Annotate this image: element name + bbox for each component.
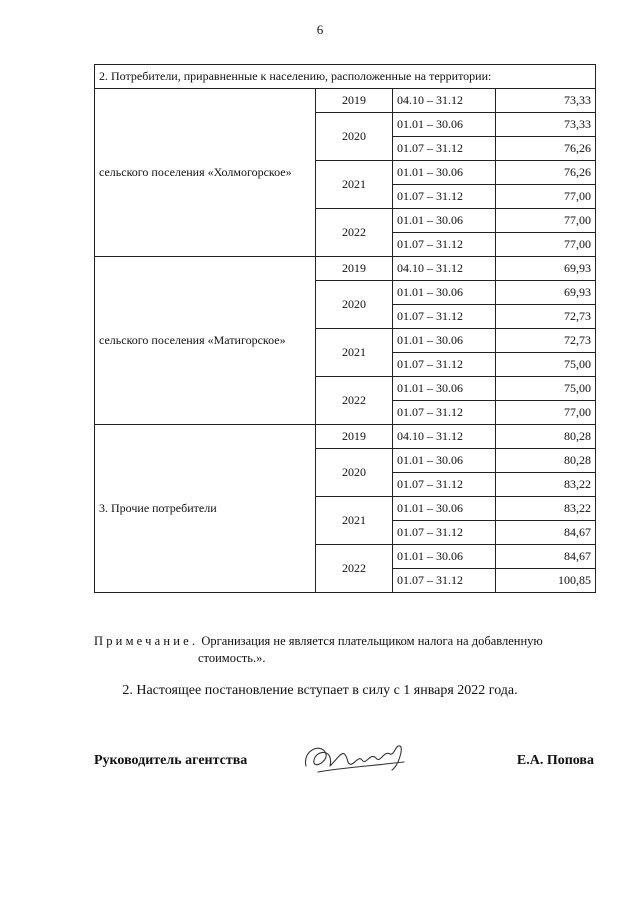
period-cell: 01.01 – 30.06 [393,449,496,473]
note-continuation: стоимость.». [198,651,266,665]
period-cell: 01.01 – 30.06 [393,497,496,521]
year-cell: 2021 [316,497,393,545]
note [94,633,595,667]
signatory-name: Е.А. Попова [516,753,594,768]
tariff-value: 100,85 [496,569,596,593]
tariff-value: 75,00 [496,353,596,377]
tariff-value: 83,22 [496,497,596,521]
consumer-name: сельского поселения «Матигорское» [95,257,316,425]
period-cell: 01.01 – 30.06 [393,377,496,401]
tariff-value: 84,67 [496,521,596,545]
tariff-value: 73,33 [496,89,596,113]
group-header: 2. Потребители, приравненные к населению, расположенные на территории: [95,65,596,89]
period-cell: 01.07 – 31.12 [393,521,496,545]
period-cell: 04.10 – 31.12 [393,425,496,449]
period-cell: 01.07 – 31.12 [393,185,496,209]
period-cell: 04.10 – 31.12 [393,257,496,281]
table-row [95,257,596,281]
year-cell: 2020 [316,449,393,497]
period-cell: 01.01 – 30.06 [393,113,496,137]
year-cell: 2020 [316,281,393,329]
clause-text: 2. Настоящее постановление вступает в силу с 1 января 2022 года. [122,683,518,698]
table-row [95,425,596,449]
consumer-name: сельского поселения «Холмогорское» [95,89,316,257]
tariff-value: 80,28 [496,449,596,473]
year-cell: 2021 [316,329,393,377]
tariff-value: 76,26 [496,137,596,161]
signatory-title: Руководитель агентства [94,753,248,768]
tariff-value: 84,67 [496,545,596,569]
note-text: Организация не является плательщиком налога на добавленную [201,634,543,648]
tariff-table [94,64,596,593]
period-cell: 01.01 – 30.06 [393,209,496,233]
period-cell: 01.01 – 30.06 [393,161,496,185]
period-cell: 01.01 – 30.06 [393,545,496,569]
group-header-row [95,65,596,89]
period-cell: 01.07 – 31.12 [393,473,496,497]
year-cell: 2019 [316,425,393,449]
table-row [95,89,596,113]
tariff-value: 77,00 [496,209,596,233]
consumer-name: 3. Прочие потребители [95,425,316,593]
tariff-value: 72,73 [496,329,596,353]
tariff-value: 77,00 [496,401,596,425]
handwritten-signature [300,736,410,780]
period-cell: 01.07 – 31.12 [393,401,496,425]
year-cell: 2020 [316,113,393,161]
tariff-value: 77,00 [496,185,596,209]
year-cell: 2019 [316,89,393,113]
tariff-value: 80,28 [496,425,596,449]
page-number: 6 [316,22,324,37]
period-cell: 01.07 – 31.12 [393,233,496,257]
year-cell: 2021 [316,161,393,209]
tariff-value: 75,00 [496,377,596,401]
period-cell: 01.01 – 30.06 [393,281,496,305]
year-cell: 2022 [316,377,393,425]
note-label: Примечание. [94,634,199,648]
tariff-value: 69,93 [496,257,596,281]
tariff-value: 69,93 [496,281,596,305]
tariff-value: 72,73 [496,305,596,329]
period-cell: 01.07 – 31.12 [393,305,496,329]
period-cell: 01.07 – 31.12 [393,569,496,593]
period-cell: 01.07 – 31.12 [393,137,496,161]
tariff-value: 73,33 [496,113,596,137]
year-cell: 2022 [316,209,393,257]
year-cell: 2019 [316,257,393,281]
year-cell: 2022 [316,545,393,593]
tariff-value: 77,00 [496,233,596,257]
period-cell: 01.07 – 31.12 [393,353,496,377]
tariff-value: 83,22 [496,473,596,497]
period-cell: 01.01 – 30.06 [393,329,496,353]
period-cell: 04.10 – 31.12 [393,89,496,113]
tariff-value: 76,26 [496,161,596,185]
